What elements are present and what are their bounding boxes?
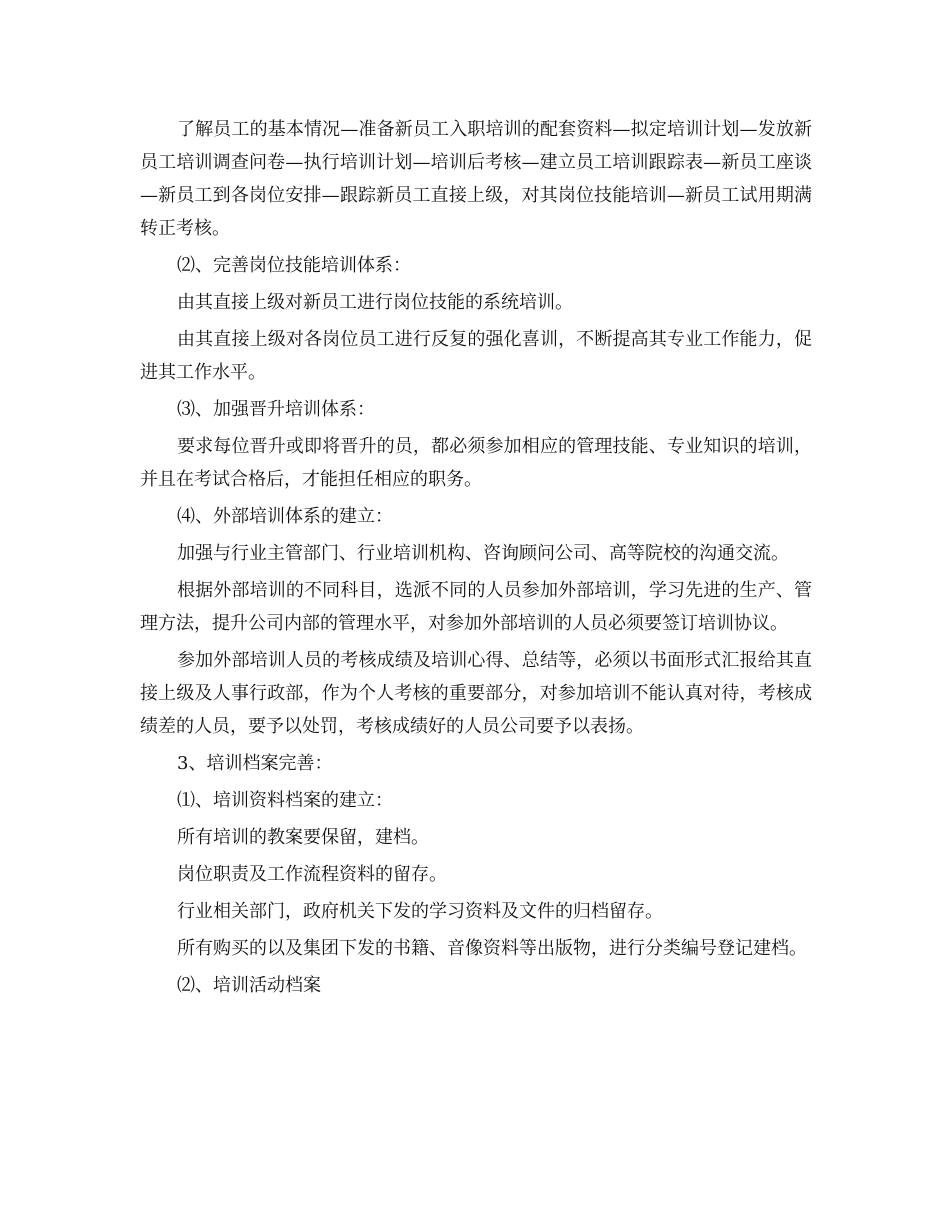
paragraph: 岗位职责及工作流程资料的留存。 xyxy=(177,864,447,885)
paragraph: 参加外部培训人员的考核成绩及培训心得、总结等，必须以书面形式汇报给其直接上级及人事行政部，作为个人考核的重要部分，对参加培训不能认真对待，考核成绩差的人员，要予以处罚，考核成绩好的人员公司要予以表扬。 xyxy=(140,650,812,737)
section-heading: ⑷、外部培训体系的建立： xyxy=(177,506,393,527)
paragraph: 行业相关部门，政府机关下发的学习资料及文件的归档留存。 xyxy=(177,901,663,922)
paragraph: 了解员工的基本情况—准备新员工入职培训的配套资料—拟定培训计划—发放新员工培训调查问卷—执行培训计划—培训后考核—建立员工培训跟踪表—新员工座谈—新员工到各岗位安排—跟踪新员工直接上级，对其岗位技能培训—新员工试用期满转正考核。 xyxy=(140,119,812,239)
paragraph: 加强与行业主管部门、行业培训机构、咨询顾问公司、高等院校的沟通交流。 xyxy=(177,543,789,564)
section-heading: ⑵、培训活动档案 xyxy=(177,975,321,996)
section-heading: ⑶、加强晋升培训体系： xyxy=(177,399,375,420)
section-heading: 3、培训档案完善： xyxy=(177,753,333,774)
paragraph: 所有购买的以及集团下发的书籍、音像资料等出版物，进行分类编号登记建档。 xyxy=(177,938,807,959)
paragraph: 要求每位晋升或即将晋升的员，都必须参加相应的管理技能、专业知识的培训，并且在考试合格后，才能担任相应的职务。 xyxy=(140,436,812,490)
paragraph: 根据外部培训的不同科目，选派不同的人员参加外部培训，学习先进的生产、管理方法，提升公司内部的管理水平，对参加外部培训的人员必须要签订培训协议。 xyxy=(140,580,812,634)
paragraph: 由其直接上级对新员工进行岗位技能的系统培训。 xyxy=(177,292,573,313)
section-heading: ⑴、培训资料档案的建立： xyxy=(177,790,393,811)
paragraph: 由其直接上级对各岗位员工进行反复的强化喜训，不断提高其专业工作能力，促进其工作水平。 xyxy=(140,329,812,383)
section-heading: ⑵、完善岗位技能培训体系： xyxy=(177,255,411,276)
document-body xyxy=(140,113,812,1006)
paragraph: 所有培训的教案要保留，建档。 xyxy=(177,827,429,848)
